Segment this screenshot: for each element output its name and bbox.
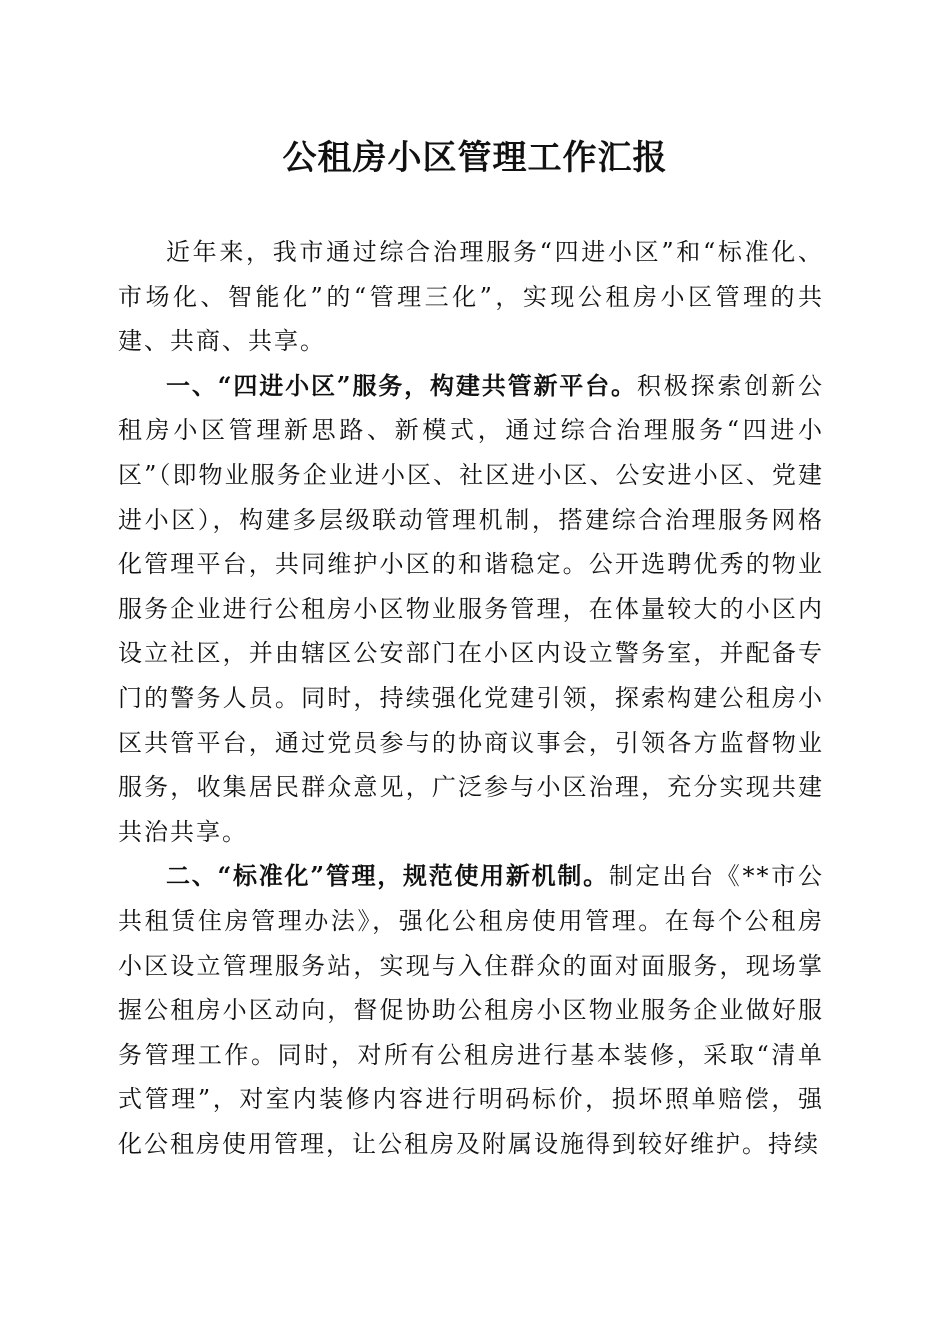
document-title: 公租房小区管理工作汇报: [282, 138, 668, 178]
section-heading-2: 二、“标准化”管理，规范使用新机制。: [166, 861, 609, 891]
paragraph-intro: [118, 230, 824, 364]
paragraph-section-2: [118, 854, 824, 1166]
section-heading-1: 一、“四进小区”服务，构建共管新平台。: [166, 370, 637, 400]
paragraph-section-1: [118, 364, 824, 855]
paragraph-text: 制定出台《**市公共租赁住房管理办法》，强化公租房使用管理。在每个公租房小区设立管理服务站，实现与入住群众的面对面服务，现场掌握公租房小区动向，督促协助公租房小区物业服务企业做好服务管理工作。同时，对所有公租房进行基本装修，采取“清单式管理”，对室内装修内容进行明码标价，损坏照单赔偿，强化公租房使用管理，让公租房及附属设施得到较好维护。持续: [118, 862, 825, 1158]
paragraph-text: 近年来，我市通过综合治理服务“四进小区”和“标准化、市场化、智能化”的“管理三化”，实现公租房小区管理的共建、共商、共享。: [118, 238, 824, 356]
document-body: [118, 230, 824, 1166]
paragraph-text: 积极探索创新公租房小区管理新思路、新模式，通过综合治理服务“四进小区”（即物业服务企业进小区、社区进小区、公安进小区、党建进小区），构建多层级联动管理机制，搭建综合治理服务网格化管理平台，共同维护小区的和谐稳定。公开选聘优秀的物业服务企业进行公租房小区物业服务管理，在体量较大的小区内设立社区，并由辖区公安部门在小区内设立警务室，并配备专门的警务人员。同时，持续强化党建引领，探索构建公租房小区共管平台，通过党员参与的协商议事会，引领各方监督物业服务，收集居民群众意见，广泛参与小区治理，充分实现共建共治共享。: [118, 371, 825, 846]
